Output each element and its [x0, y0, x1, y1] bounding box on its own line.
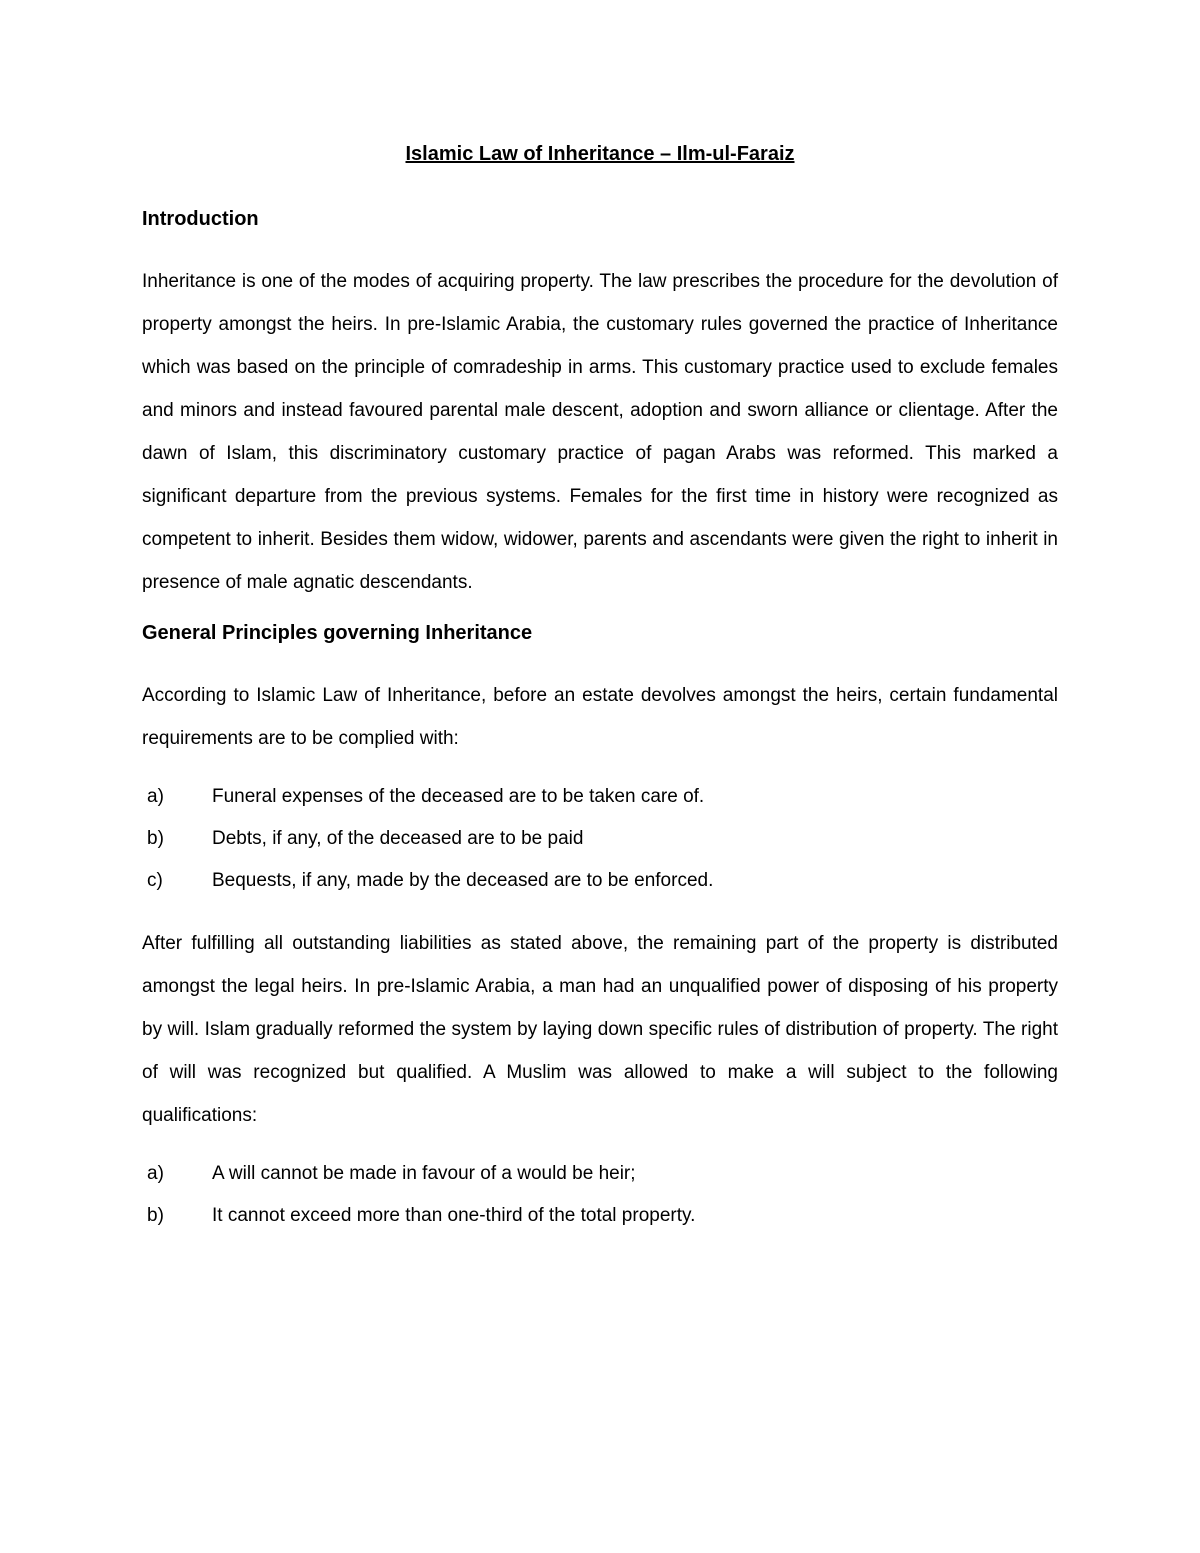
- list-item: [142, 776, 1058, 818]
- list-item-text: It cannot exceed more than one-third of the total property.: [212, 1205, 696, 1226]
- qualifications-list: [142, 1153, 1058, 1237]
- list-item-text: Funeral expenses of the deceased are to be taken care of.: [212, 786, 705, 807]
- list-marker: b): [147, 1205, 164, 1226]
- requirements-list: [142, 776, 1058, 902]
- list-item: [142, 860, 1058, 902]
- general-principles-intro: According to Islamic Law of Inheritance, before an estate devolves amongst the heirs, certain fundamental requirements are to be complied with:: [142, 685, 1058, 749]
- introduction-paragraph: Inheritance is one of the modes of acquiring property. The law prescribes the procedure for the devolution of property amongst the heirs. In pre-Islamic Arabia, the customary rules governed the practice of Inheritance which was based on the principle of comradeship in arms. This customary practice used to exclude females and minors and instead favoured parental male descent, adoption and sworn alliance or clientage. After the dawn of Islam, this discriminatory customary practice of pagan Arabs was reformed. This marked a significant departure from the previous systems. Females for the first time in history were recognized as competent to inherit. Besides them widow, widower, parents and ascendants were given the right to inherit in presence of male agnatic descendants.: [142, 271, 1058, 593]
- list-marker: c): [147, 870, 163, 891]
- list-item: [142, 818, 1058, 860]
- list-marker: a): [147, 786, 164, 807]
- list-item-text: Bequests, if any, made by the deceased are to be enforced.: [212, 870, 714, 891]
- general-principles-heading: General Principles governing Inheritance: [142, 622, 533, 644]
- list-marker: b): [147, 828, 164, 849]
- list-item-text: A will cannot be made in favour of a would be heir;: [212, 1163, 636, 1184]
- list-item-text: Debts, if any, of the deceased are to be paid: [212, 828, 584, 849]
- list-marker: a): [147, 1163, 164, 1184]
- document-title: Islamic Law of Inheritance – Ilm-ul-Faraiz: [405, 143, 795, 165]
- introduction-heading: Introduction: [142, 208, 259, 230]
- distribution-paragraph: After fulfilling all outstanding liabilities as stated above, the remaining part of the property is distributed amongst the legal heirs. In pre-Islamic Arabia, a man had an unqualified power of disposing of his property by will. Islam gradually reformed the system by laying down specific rules of distribution of property. The right of will was recognized but qualified. A Muslim was allowed to make a will subject to the following qualifications:: [142, 933, 1058, 1126]
- list-item: [142, 1153, 1058, 1195]
- list-item: [142, 1195, 1058, 1237]
